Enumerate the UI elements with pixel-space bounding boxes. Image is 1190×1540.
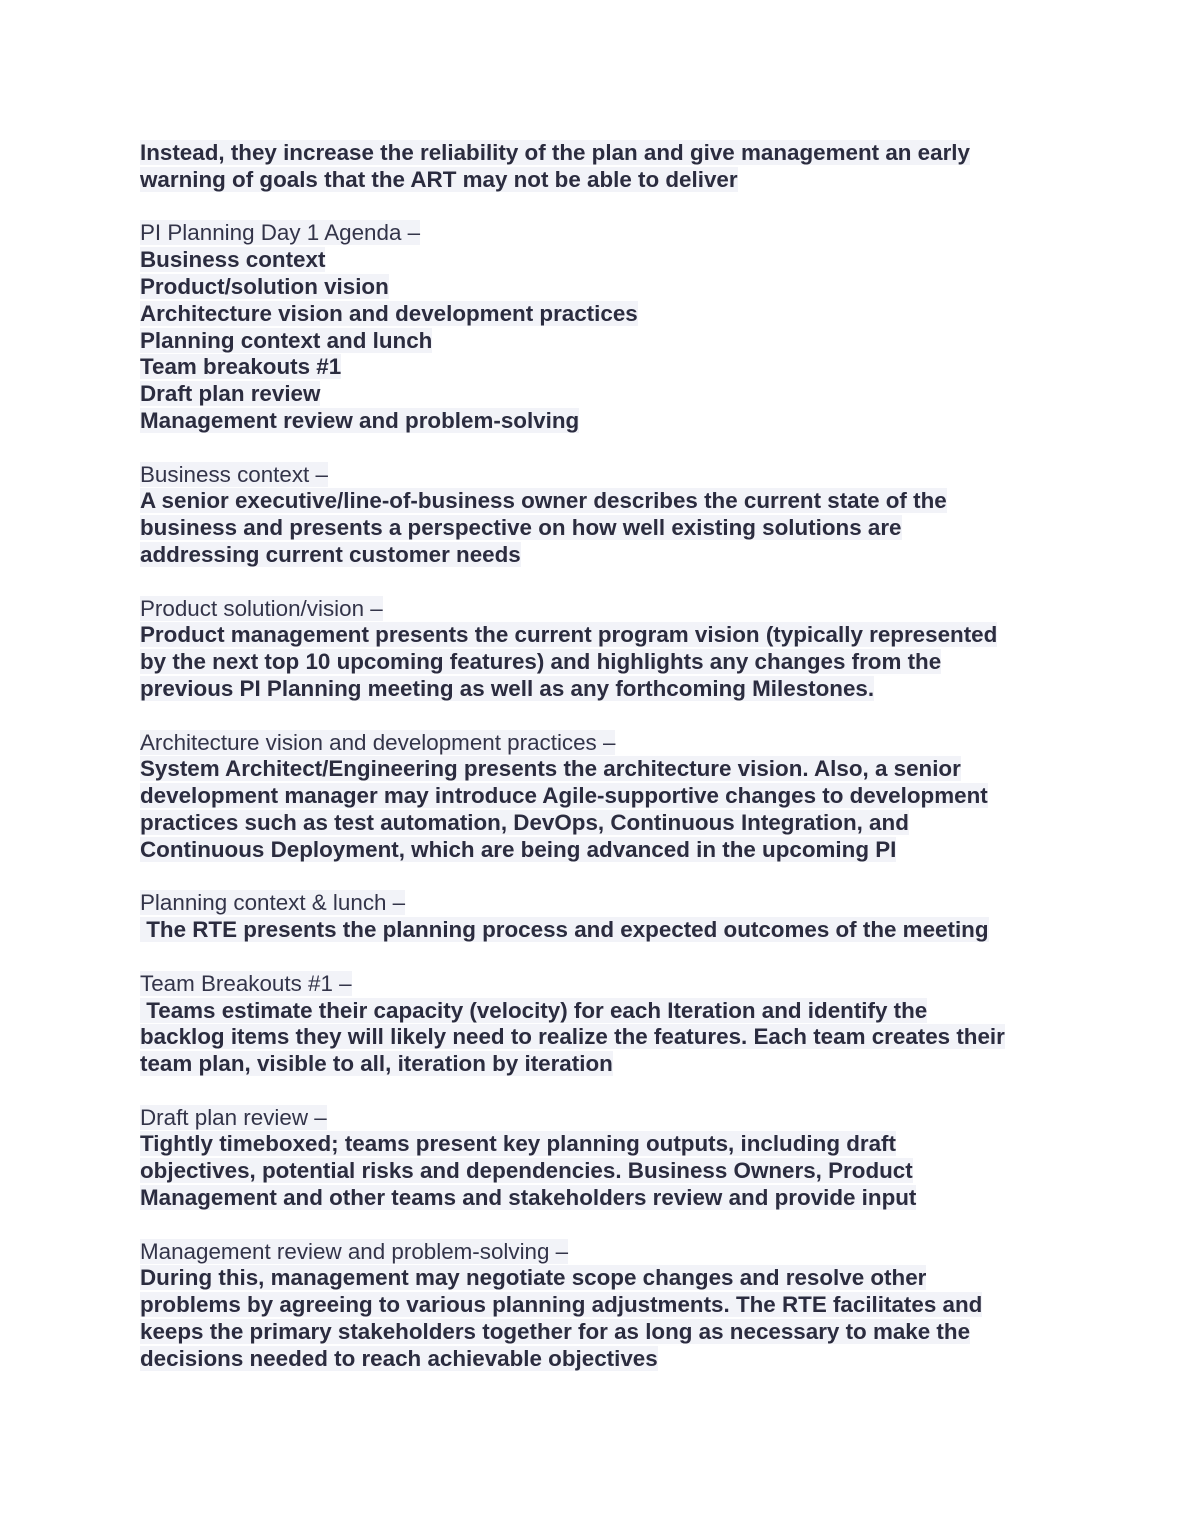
text-line: Product management presents the current program vision (typically represented (140, 622, 998, 648)
paragraph-gap (140, 569, 1060, 596)
text-line: During this, management may negotiate scope changes and resolve other (140, 1265, 927, 1291)
paragraph-gap (140, 435, 1060, 462)
paragraph-gap (140, 864, 1060, 891)
text-line: Continuous Deployment, which are being advanced in the upcoming PI (140, 836, 897, 862)
text-line: System Architect/Engineering presents the architecture vision. Also, a senior (140, 756, 961, 782)
section-heading: Team Breakouts #1 – (140, 970, 352, 996)
text-line: A senior executive/line-of-business owner describes the current state of the (140, 488, 947, 514)
section-heading: Management review and problem-solving – (140, 1238, 569, 1264)
section-management-review (140, 1239, 1060, 1373)
agenda-heading: PI Planning Day 1 Agenda – (140, 220, 421, 246)
text-line: previous PI Planning meeting as well as any forthcoming Milestones. (140, 675, 875, 701)
text-line: problems by agreeing to various planning adjustments. The RTE facilitates and (140, 1292, 983, 1318)
text-line: keeps the primary stakeholders together for as long as necessary to make the (140, 1319, 971, 1345)
text-line: development manager may introduce Agile-supportive changes to development (140, 783, 988, 809)
text-line: business and presents a perspective on how well existing solutions are (140, 515, 902, 541)
section-heading: Architecture vision and development practices – (140, 729, 616, 755)
agenda-item: Draft plan review (140, 381, 321, 407)
text-line: backlog items they will likely need to realize the features. Each team creates their (140, 1024, 1005, 1050)
text-line: Teams estimate their capacity (velocity) for each Iteration and identify the (140, 997, 928, 1023)
text-line: warning of goals that the ART may not be able to deliver (140, 166, 738, 192)
section-heading: Business context – (140, 461, 328, 487)
agenda-item: Management review and problem-solving (140, 407, 580, 433)
section-planning-context (140, 890, 1060, 944)
section-architecture-vision (140, 730, 1060, 864)
text-line: by the next top 10 upcoming features) and highlights any changes from the (140, 649, 942, 675)
text-line: decisions needed to reach achievable objectives (140, 1345, 658, 1371)
paragraph-gap (140, 703, 1060, 730)
text-line: objectives, potential risks and dependencies. Business Owners, Product (140, 1158, 913, 1184)
paragraph-gap (140, 194, 1060, 221)
section-product-vision (140, 596, 1060, 703)
section-business-context (140, 462, 1060, 569)
paragraph-gap (140, 944, 1060, 971)
agenda-item: Planning context and lunch (140, 327, 433, 353)
text-line: practices such as test automation, DevOps, Continuous Integration, and (140, 809, 909, 835)
text-line: Instead, they increase the reliability of the plan and give management an early (140, 140, 970, 165)
agenda-item: Team breakouts #1 (140, 354, 342, 380)
agenda-item: Business context (140, 247, 326, 273)
text-line: team plan, visible to all, iteration by iteration (140, 1051, 613, 1077)
paragraph-gap (140, 1212, 1060, 1239)
paragraph-gap (140, 1078, 1060, 1105)
agenda-block (140, 220, 1060, 434)
section-heading: Draft plan review – (140, 1104, 327, 1130)
section-heading: Product solution/vision – (140, 595, 383, 621)
document-page (140, 140, 1060, 1373)
text-line: The RTE presents the planning process and expected outcomes of the meeting (140, 917, 989, 943)
agenda-item: Product/solution vision (140, 273, 389, 299)
section-team-breakouts (140, 971, 1060, 1078)
agenda-item: Architecture vision and development practices (140, 300, 638, 326)
intro-paragraph (140, 140, 1060, 194)
section-draft-plan-review (140, 1105, 1060, 1212)
text-line: addressing current customer needs (140, 541, 521, 567)
section-heading: Planning context & lunch – (140, 890, 406, 916)
text-line: Management and other teams and stakeholders review and provide input (140, 1185, 917, 1211)
text-line: Tightly timeboxed; teams present key planning outputs, including draft (140, 1131, 896, 1157)
